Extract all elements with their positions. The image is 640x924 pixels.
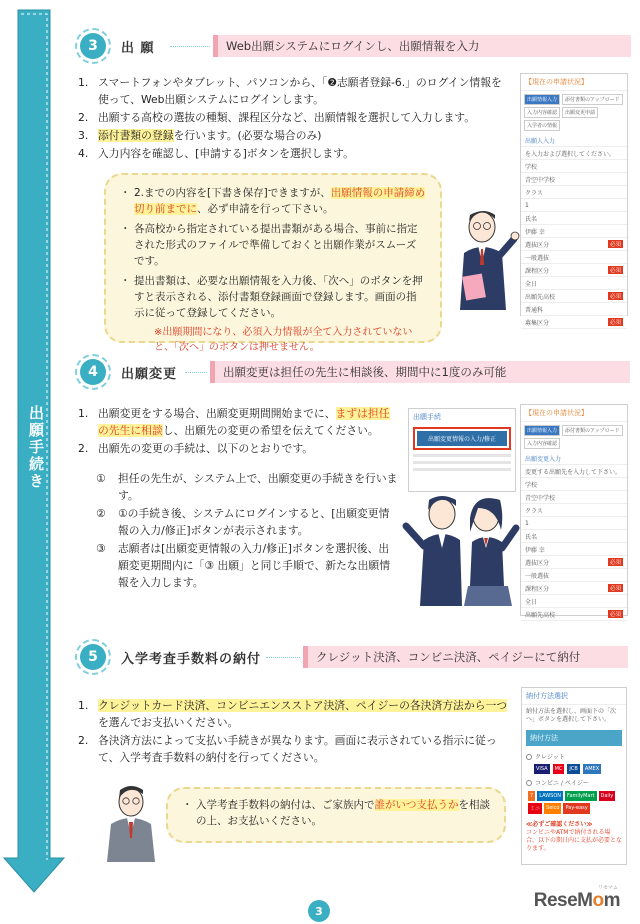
- phone-tab[interactable]: 出願情報入力: [524, 94, 560, 105]
- phone-row-label: 氏名: [525, 215, 538, 223]
- step4-phone-mockup: [520, 404, 628, 619]
- list-text: [98, 109, 510, 126]
- store-logo: Pay-easy: [563, 803, 589, 814]
- list-text: [98, 145, 510, 162]
- phone-row: [521, 608, 627, 621]
- step5-phone-mockup: [521, 687, 627, 865]
- list-item: [78, 127, 510, 144]
- step3-badge: 3: [75, 28, 111, 64]
- phone-tab[interactable]: 入力内容確認: [524, 438, 560, 449]
- phone-row: [521, 491, 627, 504]
- phone-row: [521, 303, 627, 316]
- list-number: 1.: [78, 76, 89, 89]
- phone-row-label: 出願先高校: [525, 293, 556, 301]
- text-segment: 出願変更をする場合、出願変更期間開始までに、: [98, 407, 336, 420]
- store-logo: Daily: [600, 793, 614, 799]
- phone-row: [521, 264, 627, 277]
- phone-row-label: 変更する出願先を入力して下さい。: [525, 468, 622, 476]
- phone-tab[interactable]: 添付書類のアップロード: [562, 425, 623, 436]
- list-text: 担任の先生が、システム上で、出願変更の手続きを行います。: [118, 472, 398, 502]
- step5-badge: 5: [75, 639, 111, 675]
- phone-row-label: 一般選抜: [525, 254, 550, 262]
- bubble-bullet: ・: [120, 223, 131, 235]
- list-item: [78, 405, 400, 439]
- list-text: ①の手続き後、システムにログインすると、[出願変更情報の入力/修正]ボタンが表示されます。: [118, 507, 390, 537]
- phone-row: [521, 504, 627, 517]
- phone-row: [521, 251, 627, 264]
- text-segment: を選んでお支払いください。: [98, 716, 239, 729]
- list-item: [78, 74, 510, 108]
- step5-list: [78, 697, 512, 767]
- bubble-text: [134, 273, 426, 321]
- phone-row-label: 1: [525, 201, 529, 209]
- step4-title: 出願変更: [121, 366, 178, 382]
- phone-row-label: 氏名: [525, 533, 538, 541]
- resemom-logo: ReseMom: [533, 890, 620, 911]
- system-panel-title: 出願手続: [413, 413, 441, 421]
- required-badge: 必須: [609, 294, 621, 300]
- payment-method-header: 納付方法: [526, 730, 622, 746]
- list-text: [98, 405, 400, 439]
- bubble-bullet: ・: [182, 799, 193, 811]
- required-badge: 必須: [609, 268, 621, 274]
- list-number: ③: [96, 542, 106, 555]
- text-segment: スマートフォンやタブレット、パソコンから、「❷志願者登録-6.」のログイン情報を使って、Web出願システムにログインします。: [98, 76, 502, 106]
- phone-row: [521, 517, 627, 530]
- list-number: ①: [96, 472, 106, 485]
- highlighted-text: まずは担任の先生に相談: [98, 407, 390, 437]
- phone-row-label: 青空中学校: [525, 494, 556, 502]
- phone-row: [521, 186, 627, 199]
- step3-header: [75, 26, 155, 66]
- phone-row: [521, 316, 627, 329]
- phone-row: [521, 277, 627, 290]
- phone-row-label: 伊藤 幸: [525, 228, 545, 236]
- text-segment: 2.までの内容を[下書き保存]できますが、: [134, 187, 331, 199]
- phone-row-label: 全日: [525, 280, 538, 288]
- store-logo: 7: [530, 793, 534, 799]
- text-segment: 出願先の変更の手続は、以下のとおりです。: [98, 442, 314, 455]
- step3-note: ※出願期間になり、必須入力情報が全て入力されていないと、「次へ」のボタンは押せません。: [154, 327, 413, 353]
- list-item: [78, 145, 510, 162]
- phone-row: [521, 543, 627, 556]
- bubble-item: [120, 185, 426, 217]
- bubble-text: [134, 185, 426, 217]
- step4-list: [78, 405, 400, 458]
- step4-system-panel: [408, 408, 516, 492]
- store-logo: Seico: [544, 803, 561, 814]
- page-number: 3: [308, 900, 330, 922]
- list-item: [78, 109, 510, 126]
- phone-row: [521, 465, 627, 478]
- phone-row-label: クラス: [525, 507, 543, 515]
- step5-title: 入学考査手数料の納付: [121, 651, 262, 667]
- confirm-heading: ≪必ずご確認ください≫: [526, 821, 593, 828]
- step3-line: [170, 46, 210, 47]
- phone-row-label: 1: [525, 519, 529, 527]
- bubble-bullet: ・: [120, 275, 131, 287]
- list-item: [96, 470, 398, 504]
- list-text: [98, 74, 510, 108]
- step5-banner: クレジット決済、コンビニ決済、ペイジーにて納付: [303, 646, 628, 668]
- phone-tab[interactable]: 出願情報入力: [524, 425, 560, 436]
- text-segment: し、出願先の変更の希望を伝えてください。: [162, 424, 379, 437]
- step4-sublist: [96, 470, 398, 592]
- list-item: [78, 697, 512, 731]
- card-logo: MC: [554, 766, 563, 772]
- phone-row-label: 課程区分: [525, 585, 550, 593]
- list-number: 2.: [78, 734, 89, 747]
- phone-row: [521, 134, 627, 147]
- list-number: 1.: [78, 407, 89, 420]
- phone-row-label: 学校: [525, 481, 538, 489]
- step5-header: [75, 637, 261, 677]
- list-text: [98, 440, 400, 457]
- step4-line: [185, 372, 207, 373]
- phone-row-label: 選抜区分: [525, 559, 550, 567]
- phone-tab[interactable]: 入力内容確認: [524, 107, 560, 118]
- phone-row: [521, 582, 627, 595]
- convenience-option-label: コンビニ / ペイジー: [535, 780, 589, 787]
- phone-row: [521, 595, 627, 608]
- bubble-bullet: ・: [120, 187, 131, 199]
- required-badge: 必須: [609, 560, 621, 566]
- phone-row: [521, 173, 627, 186]
- phone-row-label: 全日: [525, 598, 538, 606]
- phone-row-label: 出願人入力: [525, 137, 556, 145]
- phone-row: [521, 160, 627, 173]
- phone-row: [521, 569, 627, 582]
- list-text: [98, 127, 510, 144]
- brand-subtitle: リセマム: [598, 885, 618, 891]
- step4-header: [75, 352, 177, 392]
- step5-phone-title: 納付方法選択: [522, 688, 626, 705]
- phone-row-label: クラス: [525, 189, 543, 197]
- students-figure-icon: [404, 486, 524, 614]
- highlighted-text: 出願情報の申請締め切り前までに: [134, 187, 426, 215]
- phone-row-label: 一般選抜: [525, 572, 550, 580]
- step4-banner: 出願変更は担任の先生に相談後、期間中に1度のみ可能: [210, 361, 630, 383]
- text-segment: 入力内容を確認し、[申請する]ボタンを選択します。: [98, 147, 354, 160]
- phone-row-label: 学校: [525, 163, 538, 171]
- bubble-text: [134, 221, 426, 269]
- required-badge: 必須: [609, 242, 621, 248]
- store-logo: LAWSON: [539, 793, 562, 799]
- phone-row: [521, 478, 627, 491]
- phone-row: [521, 556, 627, 569]
- list-number: 3.: [78, 129, 89, 142]
- credit-radio[interactable]: [526, 754, 532, 760]
- list-item: [78, 732, 512, 766]
- list-text: [98, 697, 512, 731]
- phone-tab[interactable]: 入学者の情報: [524, 120, 560, 131]
- list-item: [96, 540, 398, 591]
- list-item: [78, 440, 400, 457]
- step3-phone-title: 【現在の申請状況】: [521, 74, 627, 91]
- phone-row: [521, 199, 627, 212]
- card-logo: VISA: [536, 766, 548, 772]
- list-number: 1.: [78, 699, 89, 712]
- card-logo: JCB: [569, 766, 578, 772]
- required-badge: 必須: [609, 586, 621, 592]
- list-number: 4.: [78, 147, 89, 160]
- step4-phone-title: 【現在の申請状況】: [521, 405, 627, 422]
- change-info-button[interactable]: 出願変更情報の入力/修正: [417, 431, 507, 446]
- phone-tab[interactable]: 出願変更申請: [562, 107, 598, 118]
- phone-row: [521, 452, 627, 465]
- highlighted-text: クレジットカード決済、コンビニエンスストア決済、ペイジーの各決済方法から一つ: [98, 699, 508, 712]
- father-figure-icon: [97, 782, 167, 862]
- phone-row-label: 出願変更入力: [525, 455, 562, 463]
- text-segment: を行います。(必要な場合のみ): [173, 129, 322, 142]
- text-segment: 各高校から指定されている提出書類がある場合、事前に指定された形式のファイルで準備しておくと出願作業がスムーズです。: [134, 223, 418, 267]
- text-segment: 、必ず申請を行って下さい。: [197, 203, 334, 215]
- phone-row: [521, 147, 627, 160]
- student-figure-icon: [440, 205, 520, 315]
- phone-row-label: 伊藤 幸: [525, 546, 545, 554]
- phone-row: [521, 238, 627, 251]
- required-badge: 必須: [609, 320, 621, 326]
- list-number: 2.: [78, 442, 89, 455]
- phone-row: [521, 212, 627, 225]
- list-text: 志願者は[出願変更情報の入力/修正]ボタンを選択後、出願変更期間内に「③ 出願」と同じ手順で、新たな出願情報を入力します。: [118, 542, 391, 589]
- card-logo: AMEX: [584, 766, 600, 772]
- step4-badge: 4: [75, 354, 111, 390]
- bubble-item: [120, 221, 426, 269]
- phone-row-label: 出願先高校: [525, 611, 556, 619]
- text-segment: 入学考査手数料の納付は、ご家族内で: [196, 799, 375, 811]
- step3-phone-mockup: [520, 73, 628, 327]
- text-segment: を相談の上、お支払いください。: [196, 799, 490, 827]
- list-number: 2.: [78, 111, 89, 124]
- step3-banner: Web出願システムにログインし、出願情報を入力: [213, 35, 631, 57]
- phone-row: [521, 225, 627, 238]
- text-segment: 出願する高校の選抜の種類、課程区分など、出願情報を選択して入力します。: [98, 111, 476, 124]
- step5-line: [266, 657, 300, 658]
- text-segment: 各決済方法によって支払い手続きが異なります。画面に表示されている指示に従って、入学考査手数料の納付を行ってください。: [98, 734, 497, 764]
- phone-row-label: 青空中学校: [525, 176, 556, 184]
- phone-tab[interactable]: 添付書類のアップロード: [562, 94, 623, 105]
- bubble-item: [120, 273, 426, 321]
- phone-row-label: を入力および選択してください。: [525, 150, 616, 158]
- phone-row: [521, 290, 627, 303]
- side-label: 出願手続き: [27, 405, 45, 490]
- text-segment: 提出書類は、必要な出願情報を入力後、「次へ」のボタンを押すと表示される、添付書類登録画面で登録します。画面の指示に従って登録してください。: [134, 275, 423, 319]
- step5-notice-bubble: [166, 787, 506, 843]
- phone-row-label: 選抜区分: [525, 241, 550, 249]
- convenience-radio[interactable]: [526, 780, 532, 786]
- credit-option-label: クレジット: [535, 754, 565, 761]
- required-badge: 必須: [609, 612, 621, 618]
- step3-notice-bubble: [104, 173, 442, 353]
- store-logo: ミニ: [528, 803, 542, 814]
- highlighted-text: 誰がいつ支払うか: [374, 799, 459, 811]
- phone-row-label: 募集区分: [525, 319, 550, 327]
- phone-row-label: 普通科: [525, 306, 544, 314]
- list-text: [98, 732, 512, 766]
- confirm-text: コンビニやATMで納付される場合、以下の期日内に支払が必要となります。: [526, 829, 623, 852]
- store-logo: FamilyMart: [567, 793, 595, 799]
- step3-list: [78, 74, 510, 163]
- step5-phone-desc: 納付方法を選択し、画面下の「次へ」ボタンを選択して下さい。: [526, 708, 617, 723]
- list-number: ②: [96, 507, 106, 520]
- list-item: [96, 505, 398, 539]
- highlighted-text: 添付書類の登録: [98, 129, 174, 142]
- phone-row: [521, 530, 627, 543]
- phone-row-label: 課程区分: [525, 267, 550, 275]
- step3-title: 出 願: [121, 40, 155, 56]
